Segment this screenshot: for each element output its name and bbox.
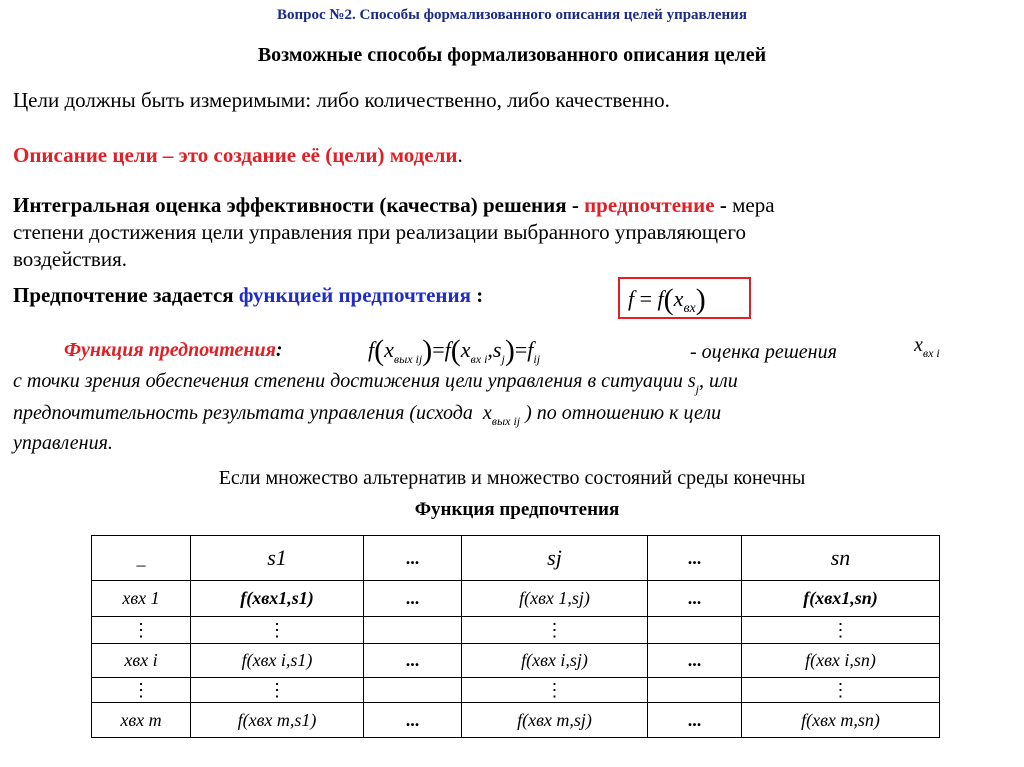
table-cell: ... bbox=[648, 703, 742, 738]
table-cell: ⋮ bbox=[462, 617, 648, 644]
table-cell: ⋮ bbox=[191, 678, 364, 703]
description-text: предпочтительность результата управления (исхода bbox=[13, 402, 473, 424]
description-line-3 bbox=[13, 402, 721, 429]
formula-paren: ( bbox=[663, 283, 674, 316]
table-header-row bbox=[92, 536, 940, 581]
formula-subscript: j bbox=[501, 352, 505, 366]
formula-subscript: вых ij bbox=[491, 414, 521, 428]
slide-heading: Возможные способы формализованного описания целей bbox=[257, 44, 767, 66]
table-cell: f(xвх1,s1) bbox=[191, 581, 364, 617]
integral-term: Интегральная оценка эффективности (качества) решения - bbox=[13, 193, 585, 217]
table-title: Функция предпочтения bbox=[414, 499, 620, 520]
preference-term: предпочтение bbox=[584, 193, 715, 217]
solution-estimate-text: - оценка решения bbox=[690, 341, 837, 363]
table-header-cell: _ bbox=[92, 536, 191, 581]
table-cell: f(xвх m,s1) bbox=[191, 703, 364, 738]
table-header-cell: sn bbox=[742, 536, 940, 581]
description-text: с точки зрения обеспечения степени достижения цели управления в ситуации bbox=[13, 370, 683, 392]
table-cell: f(xвх1,sn) bbox=[742, 581, 940, 617]
table-cell bbox=[364, 617, 462, 644]
formula-symbol: f bbox=[657, 286, 664, 311]
finite-sets-caption: Если множество альтернатив и множество состояний среды конечны bbox=[218, 467, 806, 489]
formula-paren: ( bbox=[374, 334, 385, 367]
table-cell bbox=[648, 617, 742, 644]
table-cell: xвх m bbox=[92, 703, 191, 738]
table-row bbox=[92, 644, 940, 678]
formula-paren: ) bbox=[504, 334, 515, 367]
formula-subscript: вх bbox=[683, 301, 696, 316]
table-cell: ⋮ bbox=[462, 678, 648, 703]
model-definition-period: . bbox=[457, 143, 463, 167]
table-cell: ⋮ bbox=[92, 678, 191, 703]
model-definition bbox=[13, 143, 463, 168]
formula-symbol: f bbox=[368, 337, 375, 362]
preference-set-colon: : bbox=[471, 283, 484, 307]
table-cell: ⋮ bbox=[742, 617, 940, 644]
integral-line-3: воздействия. bbox=[13, 247, 127, 271]
table-cell: ... bbox=[364, 581, 462, 617]
input-x-i-formula bbox=[914, 334, 940, 361]
table-header-cell: ... bbox=[364, 536, 462, 581]
table-row bbox=[92, 678, 940, 703]
preference-set-line bbox=[13, 283, 483, 308]
description-text: ) по отношению к цели bbox=[525, 402, 722, 424]
integral-measure: мера bbox=[732, 193, 775, 217]
table-cell: ... bbox=[364, 644, 462, 678]
formula-symbol: f bbox=[527, 337, 534, 362]
description-line-4: управления. bbox=[13, 432, 113, 454]
table-cell: xвх 1 bbox=[92, 581, 191, 617]
formula-subscript: ij bbox=[533, 352, 541, 366]
table-cell: ⋮ bbox=[191, 617, 364, 644]
integral-dash: - bbox=[714, 193, 733, 217]
table-cell: ⋮ bbox=[92, 617, 191, 644]
measurable-statement: Цели должны быть измеримыми: либо количественно, либо качественно. bbox=[13, 88, 670, 112]
formula-symbol: , bbox=[487, 337, 493, 362]
formula-symbol: x bbox=[460, 337, 471, 362]
formula-symbol: x bbox=[914, 334, 923, 356]
table-header-cell: ... bbox=[648, 536, 742, 581]
formula-paren: ) bbox=[422, 334, 433, 367]
formula-subscript: вых ij bbox=[393, 352, 423, 366]
table-cell: ⋮ bbox=[742, 678, 940, 703]
formula-subscript: вх i bbox=[470, 352, 488, 366]
function-label bbox=[64, 339, 283, 362]
model-definition-text: Описание цели – это создание её (цели) модели bbox=[13, 143, 458, 167]
formula-symbol: = bbox=[432, 337, 445, 362]
integral-line-2: степени достижения цели управления при реализации выбранного управляющего bbox=[13, 220, 746, 244]
table-row bbox=[92, 581, 940, 617]
table-row bbox=[92, 703, 940, 738]
preference-function-term: функцией предпочтения bbox=[238, 283, 471, 307]
table-cell: f(xвх i,s1) bbox=[191, 644, 364, 678]
formula-symbol: f bbox=[628, 286, 635, 311]
preference-table bbox=[91, 535, 940, 738]
formula-subscript: вх i bbox=[922, 346, 940, 360]
table-cell bbox=[648, 678, 742, 703]
function-label-text: Функция предпочтения bbox=[64, 339, 276, 361]
table-cell: ... bbox=[648, 581, 742, 617]
integral-line-1 bbox=[13, 193, 775, 218]
table-cell: f(xвх m,sn) bbox=[742, 703, 940, 738]
table-cell bbox=[364, 678, 462, 703]
boxed-formula bbox=[618, 277, 751, 319]
formula-symbol: f bbox=[444, 337, 451, 362]
formula-symbol: x bbox=[673, 286, 684, 311]
formula-subscript: j bbox=[695, 382, 699, 396]
table-cell: ... bbox=[364, 703, 462, 738]
preference-function-formula bbox=[368, 334, 540, 368]
function-label-colon: : bbox=[275, 339, 283, 361]
formula-symbol: = bbox=[639, 286, 653, 311]
table-cell: f(xвх i,sn) bbox=[742, 644, 940, 678]
description-text: , или bbox=[699, 370, 738, 392]
formula-symbol: s bbox=[687, 370, 696, 392]
formula-symbol: x bbox=[482, 402, 492, 424]
formula-symbol: = bbox=[514, 337, 528, 362]
table-header-cell: s1 bbox=[191, 536, 364, 581]
preference-set-text: Предпочтение задается bbox=[13, 283, 239, 307]
table-cell: xвх i bbox=[92, 644, 191, 678]
page-header: Вопрос №2. Способы формализованного описания целей управления bbox=[277, 7, 747, 23]
table-cell: f(xвх i,sj) bbox=[462, 644, 648, 678]
table-cell: ... bbox=[648, 644, 742, 678]
table-header-cell: sj bbox=[462, 536, 648, 581]
table-cell: f(xвх 1,sj) bbox=[462, 581, 648, 617]
formula-paren: ) bbox=[695, 283, 706, 316]
table-row bbox=[92, 617, 940, 644]
description-line-2 bbox=[13, 370, 738, 397]
formula-symbol: x bbox=[384, 337, 394, 362]
boxed-formula-expression bbox=[628, 283, 706, 317]
formula-paren: ( bbox=[450, 334, 461, 367]
formula-symbol: s bbox=[492, 337, 502, 362]
table-cell: f(xвх m,sj) bbox=[462, 703, 648, 738]
